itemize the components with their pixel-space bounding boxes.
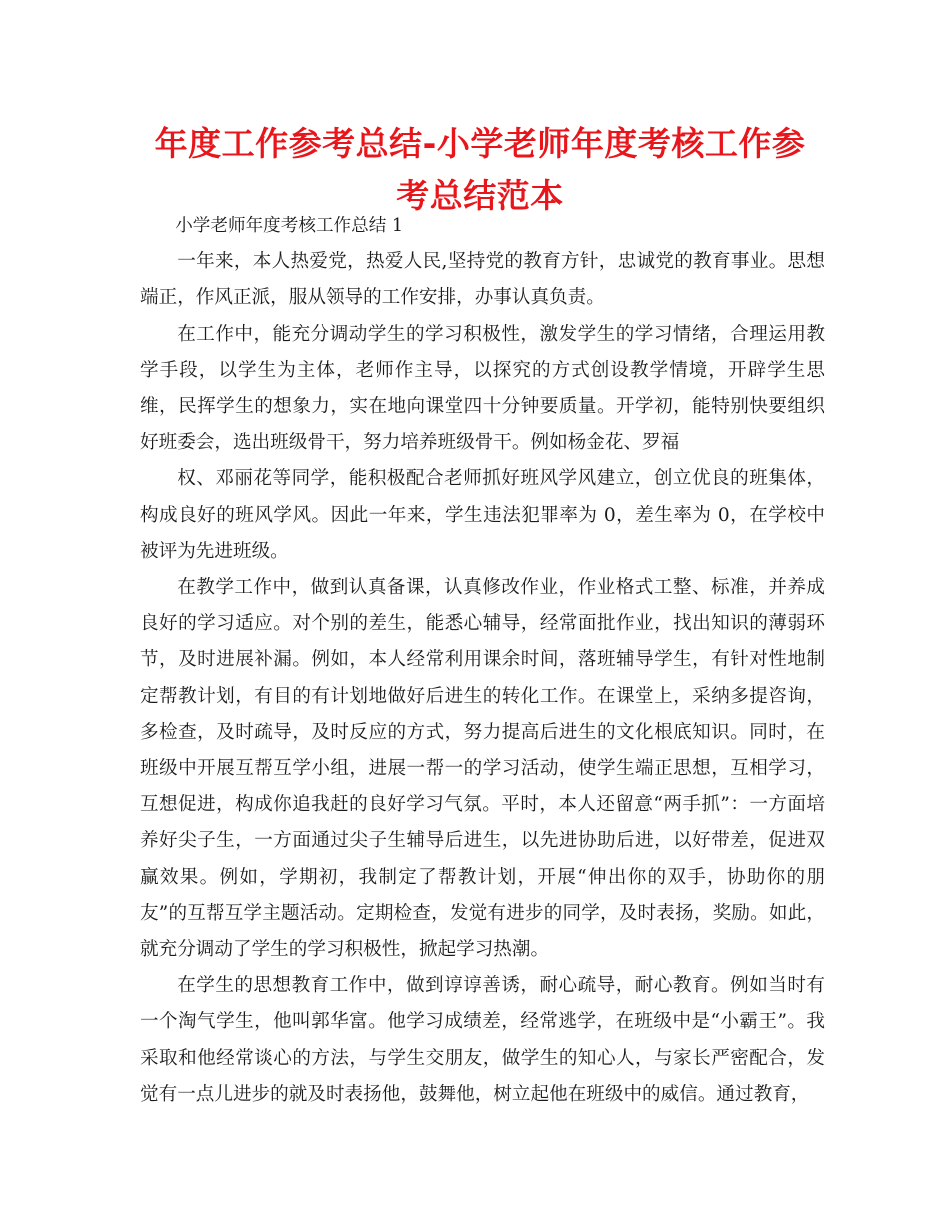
paragraph-5: 在学生的思想教育工作中，做到谆谆善诱，耐心疏导，耐心教育。例如当时有一个淘气学生，他叫郭华富。他学习成绩差，经常逃学，在班级中是“小霸王”。我采取和他经常谈心的方法，与学生交朋友，做学生的知心人，与家长严密配合，发觉有一点儿进步的就及时表扬他，鼓舞他，树立起他在班级中的威信。通过教育， xyxy=(140,975,825,1105)
paragraph-2: 在工作中，能充分调动学生的学习积极性，激发学生的学习情绪，合理运用教学手段，以学生为主体，老师作主导，以探究的方式创设教学情境，开辟学生思维，民挥学生的想象力，实在地向课堂四十分钟要质量。开学初，能特别快要组织好班委会，选出班级骨干，努力培养班级骨干。例如杨金花、罗福 xyxy=(140,323,825,454)
paragraph-4: 在教学工作中，做到认真备课，认真修改作业，作业格式工整、标准，并养成良好的学习适应。对个别的差生，能悉心辅导，经常面批作业，找出知识的薄弱环节，及时进展补漏。例如，本人经常利用课余时间，落班辅导学生，有针对性地制定帮教计划，有目的有计划地做好后进生的转化工作。在课堂上，采纳多提咨询，多检查，及时疏导，及时反应的方式，努力提高后进生的文化根底知识。同时，在班级中开展互帮互学小组，进展一帮一的学习活动，使学生端正思想，互相学习，互想促进，构成你追我赶的良好学习气氛。平时，本人还留意“两手抓”：一方面培养好尖子生，一方面通过尖子生辅导后进生，以先进协助后进，以好带差，促进双赢效果。例如，学期初，我制定了帮教计划，开展“伸出你的双手，协助你的朋友”的互帮互学主题活动。定期检查，发觉有进步的同学，及时表扬，奖励。如此，就充分调动了学生的学习积极性，掀起学习热潮。 xyxy=(140,577,825,961)
section-heading: 小学老师年度考核工作总结 1 xyxy=(175,216,404,236)
paragraph-1: 一年来，本人热爱党，热爱人民,坚持党的教育方针，忠诚党的教育事业。思想端正，作风正派，服从领导的工作安排，办事认真负责。 xyxy=(140,251,825,309)
paragraph-3: 权、邓丽花等同学，能积极配合老师抓好班风学风建立，创立优良的班集体，构成良好的班风学风。因此一年来，学生违法犯罪率为 0，差生率为 0，在学校中被评为先进班级。 xyxy=(140,468,825,562)
document-body xyxy=(140,208,825,1113)
document-title: 年度工作参考总结-小学老师年度考核工作参考总结范本 xyxy=(154,124,806,215)
